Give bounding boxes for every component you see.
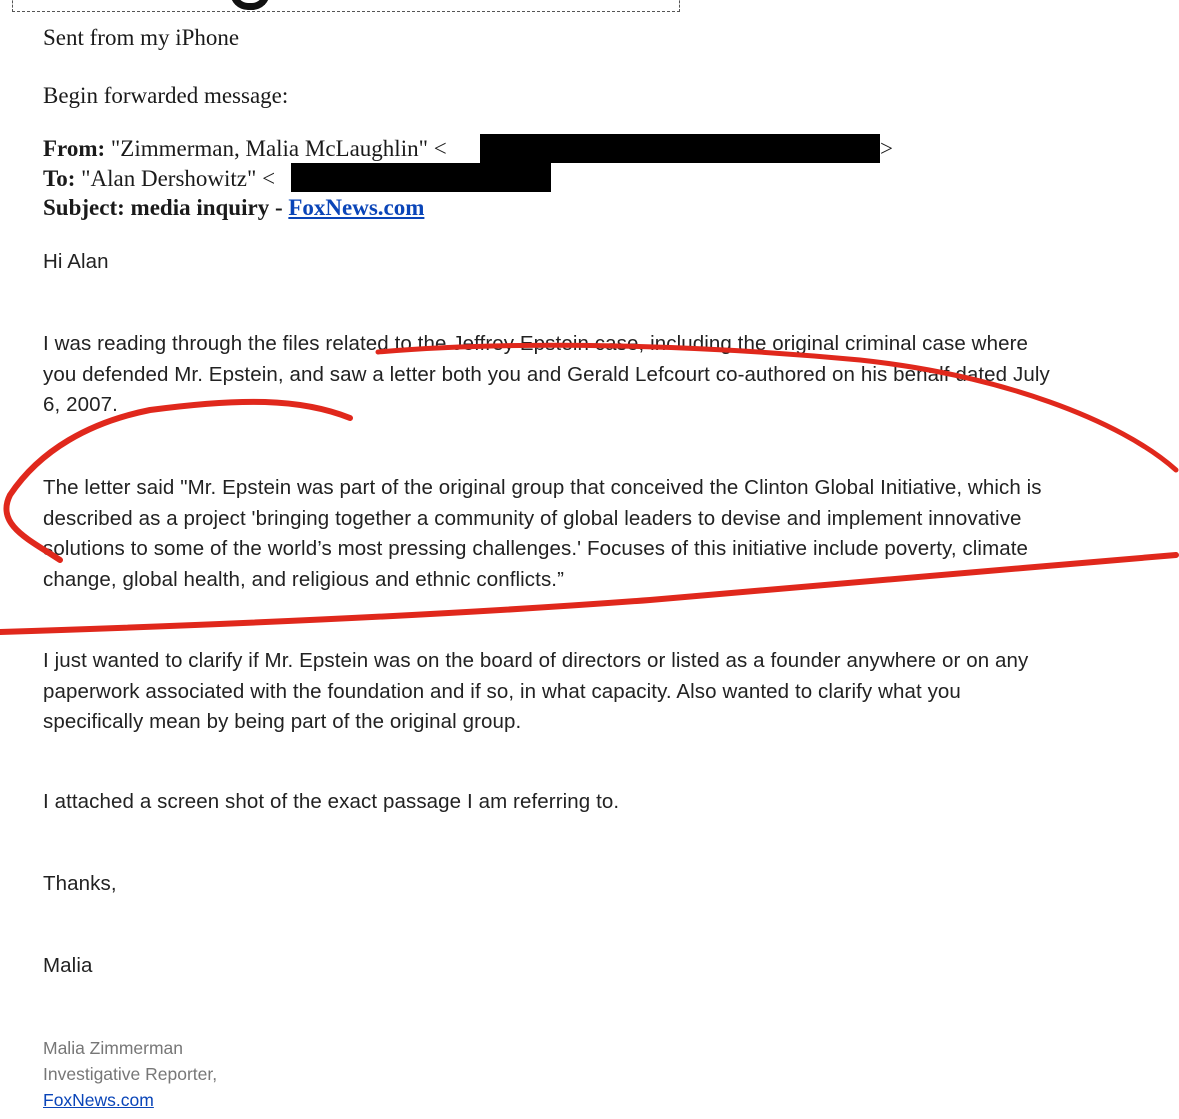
- paragraph-1-line: 6, 2007.: [43, 393, 118, 416]
- redaction-bar-from: [480, 134, 880, 163]
- from-name: "Zimmerman, Malia McLaughlin" <: [110, 136, 447, 161]
- paragraph-1-line: I was reading through the files related to the Jeffrey Epstein case, including the original criminal case where: [43, 332, 1029, 355]
- paragraph-1-line: you defended Mr. Epstein, and saw a letter both you and Gerald Lefcourt co-authored on his behalf dated July: [43, 362, 1050, 386]
- forwarded-line: Begin forwarded message:: [43, 83, 289, 108]
- paragraph-4: I attached a screen shot of the exact passage I am referring to.: [43, 790, 620, 813]
- sent-from-line: Sent from my iPhone: [43, 25, 240, 50]
- paragraph-3: [43, 646, 1028, 738]
- signature-block: [43, 1035, 217, 1113]
- from-tail: >: [880, 136, 893, 161]
- paragraph-2-line: described as a project 'bringing together a community of global leaders to devise and implement innovative: [43, 506, 1022, 530]
- top-frame: [12, 0, 680, 12]
- signature-name: Malia Zimmerman: [43, 1038, 184, 1058]
- from-label: From:: [43, 136, 106, 161]
- subject-link[interactable]: FoxNews.com: [288, 195, 425, 220]
- subject-line: [43, 195, 424, 221]
- paragraph-2: [43, 473, 1042, 595]
- closing: Thanks,: [43, 872, 117, 895]
- paragraph-1: [43, 329, 1050, 421]
- subject-text: media inquiry -: [130, 195, 283, 220]
- signature-link[interactable]: FoxNews.com: [43, 1090, 154, 1110]
- paragraph-2-line: The letter said "Mr. Epstein was part of the original group that conceived the Clinton Global Initiative, which is: [43, 476, 1042, 499]
- paragraph-2-line: solutions to some of the world’s most pressing challenges.' Focuses of this initiative include poverty, climate: [43, 537, 1029, 560]
- to-line: [43, 166, 275, 192]
- subject-label: Subject:: [43, 195, 125, 220]
- sender-first-name: Malia: [43, 954, 93, 977]
- paragraph-3-line: paperwork associated with the foundation and if so, in what capacity. Also wanted to clarify what you: [43, 679, 961, 703]
- to-label: To:: [43, 166, 76, 191]
- paragraph-3-line: I just wanted to clarify if Mr. Epstein was on the board of directors or listed as a founder anywhere or on any: [43, 649, 1029, 672]
- paragraph-3-line: specifically mean by being part of the original group.: [43, 710, 522, 733]
- to-name: "Alan Dershowitz" <: [81, 166, 276, 191]
- paragraph-2-line: change, global health, and religious and ethnic conflicts.”: [43, 567, 565, 591]
- signature-title: Investigative Reporter,: [43, 1064, 218, 1084]
- redaction-bar-to: [291, 163, 551, 192]
- greeting: Hi Alan: [43, 250, 109, 273]
- from-line: [43, 136, 447, 162]
